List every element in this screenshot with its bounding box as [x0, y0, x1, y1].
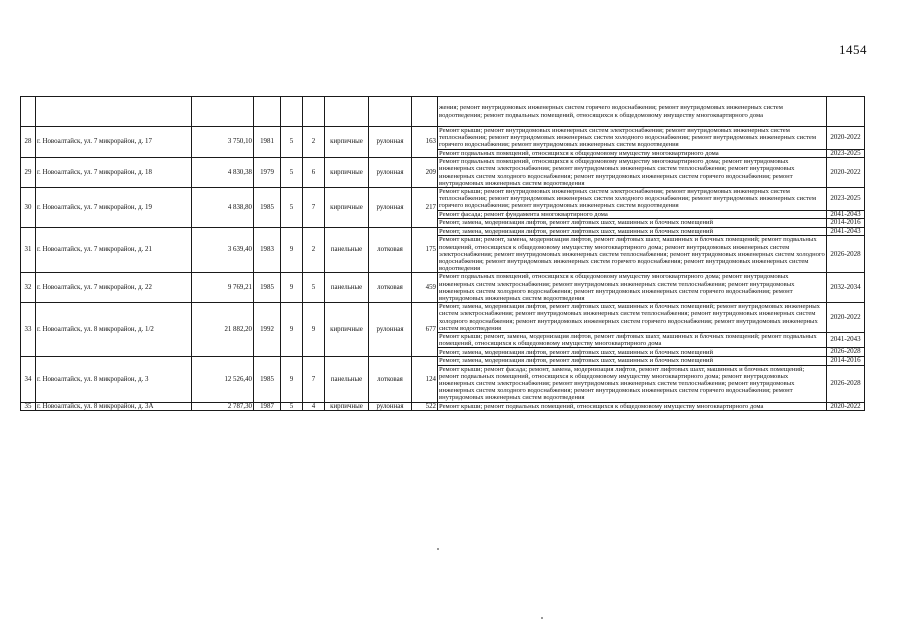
floors-count: 5	[281, 188, 303, 228]
house-number: 34	[21, 357, 36, 403]
house-number: 32	[21, 273, 36, 303]
floors-count: 5	[281, 127, 303, 158]
work-description: Ремонт крыши; ремонт, замена, модернизация лифтов, ремонт лифтовых шахт, машинных и блочных помещений; ремонт подвальных помещений, относящихся к общедомовому имуществу многоквартирного дома; ремонт внутридомовых инженерных систем электроснабжения; ремонт внутридомовых инженерных систем теплоснабжения; ремонт внутридомовых инженерных систем холодного водоснабжения; ремонт внутридомовых инженерных систем горячего водоснабжения; ремонт внутридомовых инженерных систем водоотведения	[439, 236, 825, 273]
roof-type: рулонная	[369, 158, 412, 188]
work-description: Ремонт крыши; ремонт внутридомовых инженерных систем электроснабжения; ремонт внутридомовых инженерных систем теплоснабжения; ремонт внутридомовых инженерных систем холодного водоснабжения; ремонт внутридомовых инженерных систем горячего водоснабжения; ремонт внутридомовых инженерных систем водоотведения	[438, 127, 827, 150]
repair-period: 2023-2025	[827, 149, 865, 158]
entrances-count: 7	[303, 357, 325, 403]
residents-count: 124	[412, 357, 438, 403]
residents-count: 677	[412, 303, 438, 357]
work-description: Ремонт крыши; ремонт внутридомовых инженерных систем электроснабжения; ремонт внутридомовых инженерных систем теплоснабжения; ремонт внутридомовых инженерных систем холодного водоснабжения; ремонт внутридомовых инженерных систем горячего водоснабжения; ремонт внутридомовых инженерных систем водоотведения	[438, 188, 827, 211]
repair-program-table	[20, 96, 865, 411]
table-row	[21, 127, 865, 150]
residents-count: 522	[412, 402, 438, 411]
total-area: 4 830,38	[192, 158, 254, 188]
repair-period: 2041-2043	[827, 333, 865, 348]
work-description: Ремонт крыши; ремонт, замена, модернизация лифтов, ремонт лифтовых шахт, машинных и блочных помещений; ремонт подвальных помещений, относящихся к общедомовому имуществу многоквартирного дома	[438, 333, 827, 348]
cell-empty	[303, 97, 325, 127]
entrances-count: 9	[303, 303, 325, 357]
house-number: 35	[21, 402, 36, 411]
wall-material: кирпичные	[325, 402, 369, 411]
work-description: Ремонт, замена, модернизация лифтов, ремонт лифтовых шахт, машинных и блочных помещений; ремонт внутридомовых инженерных систем электроснабжения; ремонт внутридомовых инженерных систем теплоснабжения; ремонт внутридомовых инженерных систем холодного водоснабжения; ремонт внутридомовых инженерных систем горячего водоснабжения; ремонт внутридомовых инженерных систем водоотведения	[438, 303, 827, 333]
repair-period: 2020-2022	[827, 402, 865, 411]
repair-period: 2020-2022	[827, 303, 865, 333]
table-row	[21, 273, 865, 303]
repair-period: 2041-2043	[827, 227, 865, 236]
build-year: 1981	[254, 127, 281, 158]
floors-count: 9	[281, 273, 303, 303]
address: г. Новоалтайск, ул. 7 микрорайон, д. 19	[36, 188, 192, 228]
table-row	[21, 303, 865, 333]
address: г. Новоалтайск, ул. 8 микрорайон, д. 3	[36, 357, 192, 403]
residents-count: 459	[412, 273, 438, 303]
cell-empty	[21, 97, 36, 127]
table-row	[21, 402, 865, 411]
table-body	[21, 97, 865, 411]
wall-material: кирпичные	[325, 188, 369, 228]
entrances-count: 2	[303, 227, 325, 273]
repair-period: 2041-2043	[827, 210, 865, 219]
build-year: 1985	[254, 188, 281, 228]
entrances-count: 4	[303, 402, 325, 411]
residents-count: 217	[412, 188, 438, 228]
residents-count: 163	[412, 127, 438, 158]
roof-type: лотковая	[369, 273, 412, 303]
floors-count: 9	[281, 357, 303, 403]
floors-count: 9	[281, 303, 303, 357]
work-description: Ремонт, замена, модернизация лифтов, ремонт лифтовых шахт, машинных и блочных помещений	[438, 227, 827, 236]
cell-empty	[412, 97, 438, 127]
cell-empty	[281, 97, 303, 127]
scan-speck	[541, 617, 543, 619]
work-description: Ремонт, замена, модернизация лифтов, ремонт лифтовых шахт, машинных и блочных помещений	[438, 219, 827, 228]
wall-material: кирпичные	[325, 127, 369, 158]
work-description: жения; ремонт внутридомовых инженерных систем горячего водоснабжения; ремонт внутридомовых инженерных систем водоотведения; ремонт подвальных помещений, относящихся к общедомовому имуществу многоквартирного дома	[438, 97, 827, 127]
repair-period: 2020-2022	[827, 127, 865, 150]
repair-period: 2026-2028	[827, 365, 865, 402]
table-row	[21, 188, 865, 211]
address: г. Новоалтайск, ул. 7 микрорайон, д. 22	[36, 273, 192, 303]
roof-type: рулонная	[369, 127, 412, 158]
total-area: 21 882,20	[192, 303, 254, 357]
page-number: 1454	[839, 42, 867, 57]
repair-period: 2026-2028	[827, 348, 865, 357]
wall-material: панельные	[325, 227, 369, 273]
repair-period: 2023-2025	[827, 188, 865, 211]
address: г. Новоалтайск, ул. 7 микрорайон, д. 17	[36, 127, 192, 158]
floors-count: 5	[281, 402, 303, 411]
repair-period: 2020-2022	[827, 158, 865, 188]
wall-material: панельные	[325, 357, 369, 403]
roof-type: рулонная	[369, 303, 412, 357]
entrances-count: 6	[303, 158, 325, 188]
floors-count: 5	[281, 158, 303, 188]
build-year: 1983	[254, 227, 281, 273]
total-area: 2 787,30	[192, 402, 254, 411]
residents-count: 175	[412, 227, 438, 273]
cell-empty	[369, 97, 412, 127]
build-year: 1985	[254, 273, 281, 303]
residents-count: 209	[412, 158, 438, 188]
build-year: 1992	[254, 303, 281, 357]
roof-type: лотковая	[369, 357, 412, 403]
cell-empty	[827, 97, 865, 127]
work-description: Ремонт крыши; ремонт фасада; ремонт, замена, модернизация лифтов, ремонт лифтовых шахт, машинных и блочных помещений; ремонт подвальных помещений, относящихся к общедомовому имуществу многоквартирного дома; ремонт внутридомовых инженерных систем электроснабжения; ремонт внутридомовых инженерных систем теплоснабжения; ремонт внутридомовых инженерных систем холодного водоснабжения; ремонт внутридомовых инженерных систем горячего водоснабжения; ремонт внутридомовых инженерных систем водоотведения	[438, 365, 827, 402]
cell-empty	[36, 97, 192, 127]
build-year: 1985	[254, 357, 281, 403]
repair-period: 2026-2028	[827, 236, 865, 273]
roof-type: рулонная	[369, 188, 412, 228]
work-description: Ремонт подвальных помещений, относящихся к общедомовому имуществу многоквартирного дома; ремонт внутридомовых инженерных систем электроснабжения; ремонт внутридомовых инженерных систем теплоснабжения; ремонт внутридомовых инженерных систем холодного водоснабжения; ремонт внутридомовых инженерных систем горячего водоснабжения; ремонт внутридомовых инженерных систем водоотведения	[438, 273, 827, 303]
house-number: 28	[21, 127, 36, 158]
build-year: 1979	[254, 158, 281, 188]
work-description: Ремонт фасада; ремонт фундамента многоквартирного дома	[438, 210, 827, 219]
roof-type: рулонная	[369, 402, 412, 411]
total-area: 9 769,21	[192, 273, 254, 303]
repair-period: 2032-2034	[827, 273, 865, 303]
house-number: 30	[21, 188, 36, 228]
address: г. Новоалтайск, ул. 8 микрорайон, д. 3А	[36, 402, 192, 411]
house-number: 31	[21, 227, 36, 273]
scan-speck	[437, 548, 439, 550]
address: г. Новоалтайск, ул. 7 микрорайон, д. 18	[36, 158, 192, 188]
total-area: 3 639,40	[192, 227, 254, 273]
work-description: Ремонт крыши; ремонт подвальных помещений, относящихся к общедомовому имуществу многоквартирного дома	[438, 402, 827, 411]
wall-material: панельные	[325, 273, 369, 303]
table-row	[21, 357, 865, 366]
cell-empty	[254, 97, 281, 127]
wall-material: кирпичные	[325, 303, 369, 357]
total-area: 3 750,10	[192, 127, 254, 158]
house-number: 29	[21, 158, 36, 188]
entrances-count: 2	[303, 127, 325, 158]
total-area: 12 526,40	[192, 357, 254, 403]
repair-period: 2014-2016	[827, 357, 865, 366]
continuation-row	[21, 97, 865, 127]
cell-empty	[192, 97, 254, 127]
house-number: 33	[21, 303, 36, 357]
work-description: Ремонт подвальных помещений, относящихся к общедомовому имуществу многоквартирного дома; ремонт внутридомовых инженерных систем электроснабжения; ремонт внутридомовых инженерных систем теплоснабжения; ремонт внутридомовых инженерных систем холодного водоснабжения; ремонт внутридомовых инженерных систем горячего водоснабжения; ремонт внутридомовых инженерных систем водоотведения	[438, 158, 827, 188]
work-description: Ремонт, замена, модернизация лифтов, ремонт лифтовых шахт, машинных и блочных помещений	[438, 348, 827, 357]
address: г. Новоалтайск, ул. 7 микрорайон, д. 21	[36, 227, 192, 273]
work-description: Ремонт подвальных помещений, относящихся к общедомовому имуществу многоквартирного дома	[438, 149, 827, 158]
address: г. Новоалтайск, ул. 8 микрорайон, д. 1/2	[36, 303, 192, 357]
work-description: Ремонт, замена, модернизация лифтов, ремонт лифтовых шахт, машинных и блочных помещений	[438, 357, 827, 366]
floors-count: 9	[281, 227, 303, 273]
table-row	[21, 158, 865, 188]
wall-material: кирпичные	[325, 158, 369, 188]
repair-period: 2014-2016	[827, 219, 865, 228]
roof-type: лотковая	[369, 227, 412, 273]
build-year: 1987	[254, 402, 281, 411]
entrances-count: 5	[303, 273, 325, 303]
cell-empty	[325, 97, 369, 127]
total-area: 4 838,80	[192, 188, 254, 228]
table-row	[21, 227, 865, 236]
entrances-count: 7	[303, 188, 325, 228]
